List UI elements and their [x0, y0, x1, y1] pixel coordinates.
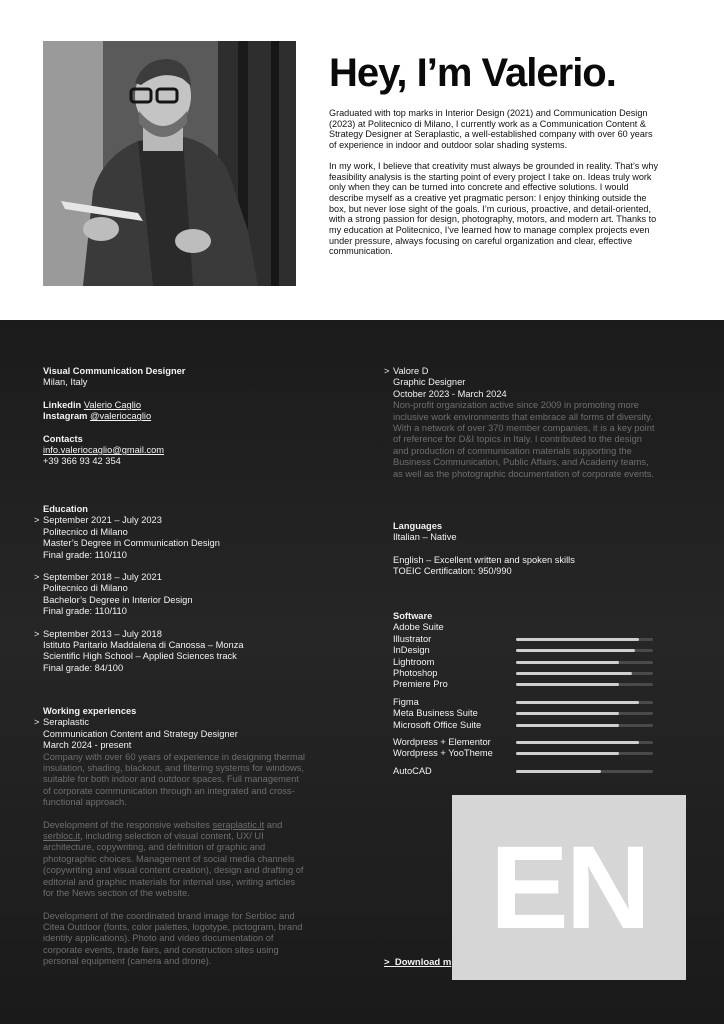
skill-bar-fill — [516, 770, 601, 773]
education-title: Education — [43, 504, 88, 514]
work-period: March 2024 - present — [43, 740, 132, 751]
language-badge-label: EN — [490, 822, 648, 954]
language-english: English – Excellent written and spoken skills — [393, 554, 575, 565]
software-name: InDesign — [393, 645, 430, 656]
skill-bar — [516, 661, 653, 664]
software-name: Microsoft Office Suite — [393, 719, 482, 730]
skill-bar — [516, 712, 653, 715]
skill-bar — [516, 741, 653, 744]
skill-bar — [516, 683, 653, 686]
education-degree: Scientific High School – Applied Sciences track — [43, 651, 237, 662]
software-item — [393, 720, 663, 731]
work-company: Seraplastic — [43, 717, 89, 728]
skill-bar-fill — [516, 672, 632, 675]
skill-bar — [516, 752, 653, 755]
skill-bar — [516, 701, 653, 704]
skill-bar — [516, 649, 653, 652]
language-italian: Iltalian – Native — [393, 532, 457, 543]
profile-block — [43, 366, 323, 468]
instagram-link[interactable]: @valeriocaglio — [90, 411, 152, 422]
education-grade: Final grade: 84/100 — [43, 662, 124, 673]
work-description: Development of the responsive websites seraplastic.it and serbloc.it, including selection of visual content, UX/ UI architecture, copywriting, and definition of graphic and photographic choices. Management of social media channels (copywriting and visual content creation), design and drafting of editorial and graphic materials for internal use, writing articles for the News section of the website. — [43, 819, 304, 899]
skill-bar-fill — [516, 701, 639, 704]
work-description: Company with over 60 years of experience in designing thermal insulation, shading, blackout, and filtering systems for windows, suitable for both indoor and outdoor spaces. Full management of corporate communication through an integrated and cross-functional approach. — [43, 751, 306, 808]
work-item — [34, 717, 306, 967]
intro-paragraph-1: Graduated with top marks in Interior Design (2021) and Communication Design (2023) at Politecnico di Milano, I currently work as a Communication Content & Strategy Designer at Seraplastic, a well-established company with over 60 years of experience in indoor and outdoor solar shading systems. — [329, 108, 653, 151]
skill-bar-fill — [516, 649, 635, 652]
work-description: Non-profit organization active since 2009 in promoting more inclusive work environments that embrace all forms of diversity. With a network of over 370 member companies, it is a key point of reference for D&I topics in Italy. I contributed to the design and production of communication materials supporting the Business Communication, Public Affairs, and Academy teams, as well as the photographic documentation of corporate events. — [393, 400, 655, 479]
intro-section — [0, 0, 724, 320]
languages-title: Languages — [393, 521, 443, 531]
work-block — [34, 706, 306, 968]
work-item — [384, 366, 655, 480]
location: Milan, Italy — [43, 377, 88, 388]
languages-block — [393, 521, 655, 578]
software-item — [393, 708, 663, 719]
software-item — [393, 657, 663, 668]
caret-icon: > — [34, 717, 40, 728]
software-item — [393, 697, 663, 708]
caret-icon: > — [34, 572, 40, 583]
work-role: Communication Content and Strategy Designer — [43, 728, 238, 739]
work-title: Working experiences — [43, 706, 137, 716]
portrait-illustration — [43, 41, 296, 286]
skill-bar-fill — [516, 683, 619, 686]
skill-bar — [516, 638, 653, 641]
caret-icon: > — [34, 628, 40, 639]
portrait-photo — [43, 41, 296, 286]
software-item — [393, 766, 663, 777]
serbloc-link[interactable]: serbloc.it — [43, 831, 81, 842]
language-toeic: TOEIC Certification: 950/990 — [393, 566, 512, 577]
seraplastic-link[interactable]: seraplastic.it — [212, 819, 265, 830]
software-item — [393, 645, 663, 656]
software-name: Photoshop — [393, 667, 438, 678]
education-degree: Master’s Degree in Communication Design — [43, 538, 220, 549]
education-item — [34, 628, 323, 675]
email-link[interactable]: info.valeriocaglio@gmail.com — [43, 445, 165, 456]
software-name: Illustrator — [393, 633, 432, 644]
skill-bar — [516, 724, 653, 727]
education-period: September 2021 – July 2023 — [43, 515, 162, 526]
software-name: AutoCAD — [393, 765, 432, 776]
skill-bar-fill — [516, 741, 639, 744]
software-item — [393, 634, 663, 645]
skill-bar — [516, 672, 653, 675]
software-name: Wordpress + YooTheme — [393, 748, 493, 759]
linkedin-label: Linkedin — [43, 399, 82, 410]
role-title: Visual Communication Designer — [43, 366, 186, 376]
skill-bar — [516, 770, 653, 773]
valore-block — [384, 366, 655, 480]
work-period: October 2023 - March 2024 — [393, 388, 507, 399]
software-group-title: Adobe Suite — [393, 622, 444, 633]
skill-bar-fill — [516, 724, 619, 727]
contacts-title: Contacts — [43, 433, 83, 444]
skill-bar-fill — [516, 752, 619, 755]
education-period: September 2013 – July 2018 — [43, 628, 162, 639]
intro-text — [329, 108, 659, 267]
download-link[interactable]: > Download m — [384, 957, 452, 968]
intro-paragraph-2: In my work, I believe that creativity must always be grounded in reality. That’s why feasibility analysis is the starting point of every project I take on. Ideas truly work only when they can be turned into concrete and effective solutions. I would describe myself as a creative yet pragmatic person: I enjoy thinking outside the box, but never lose sight of the goals. I’m curious, proactive, and detail-oriented, with a strong passion for design, photography, motors, and modern art. Thanks to my education at Politecnico, I’ve learned how to manage complex projects even under pressure, always focusing on careful organization and clear, effective communication. — [329, 160, 659, 257]
software-block — [393, 611, 663, 777]
education-grade: Final grade: 110/110 — [43, 606, 127, 617]
work-description: Development of the coordinated brand image for Serbloc and Citea Outdoor (fonts, color palettes, logotype, pictogram, brand identity applications). Photo and video documentation of corporate events, trade fairs, and construction sites using personal equipment (camera and drone). — [43, 910, 303, 967]
caret-icon: > — [384, 366, 390, 376]
education-period: September 2018 – July 2021 — [43, 572, 162, 583]
software-title: Software — [393, 611, 433, 621]
work-role: Graphic Designer — [393, 377, 466, 388]
software-name: Lightroom — [393, 656, 435, 667]
skill-bar-fill — [516, 712, 619, 715]
education-item — [34, 572, 323, 618]
instagram-label: Instagram — [43, 411, 88, 422]
education-grade: Final grade: 110/110 — [43, 549, 127, 560]
software-name: Premiere Pro — [393, 679, 448, 690]
page-title: Hey, I’m Valerio. — [329, 51, 616, 95]
language-badge[interactable] — [452, 795, 686, 980]
education-school: Politecnico di Milano — [43, 526, 128, 537]
software-item — [393, 737, 663, 748]
education-item — [34, 515, 323, 561]
education-degree: Bachelor’s Degree in Interior Design — [43, 594, 193, 605]
caret-icon: > — [34, 515, 40, 526]
software-name: Wordpress + Elementor — [393, 736, 491, 747]
software-name: Figma — [393, 696, 419, 707]
software-name: Meta Business Suite — [393, 708, 478, 719]
software-item — [393, 668, 663, 679]
software-item — [393, 679, 663, 690]
phone-number: +39 366 93 42 354 — [43, 456, 121, 467]
skill-bar-fill — [516, 661, 619, 664]
work-company: Valore D — [393, 366, 429, 376]
education-block — [34, 504, 323, 674]
education-school: Istituto Paritario Maddalena di Canossa – Monza — [43, 640, 244, 651]
skill-bar-fill — [516, 638, 639, 641]
software-item — [393, 748, 663, 759]
linkedin-link[interactable]: Valerio Caglio — [83, 399, 142, 410]
caret-icon: > — [384, 957, 390, 968]
education-school: Politecnico di Milano — [43, 583, 128, 594]
